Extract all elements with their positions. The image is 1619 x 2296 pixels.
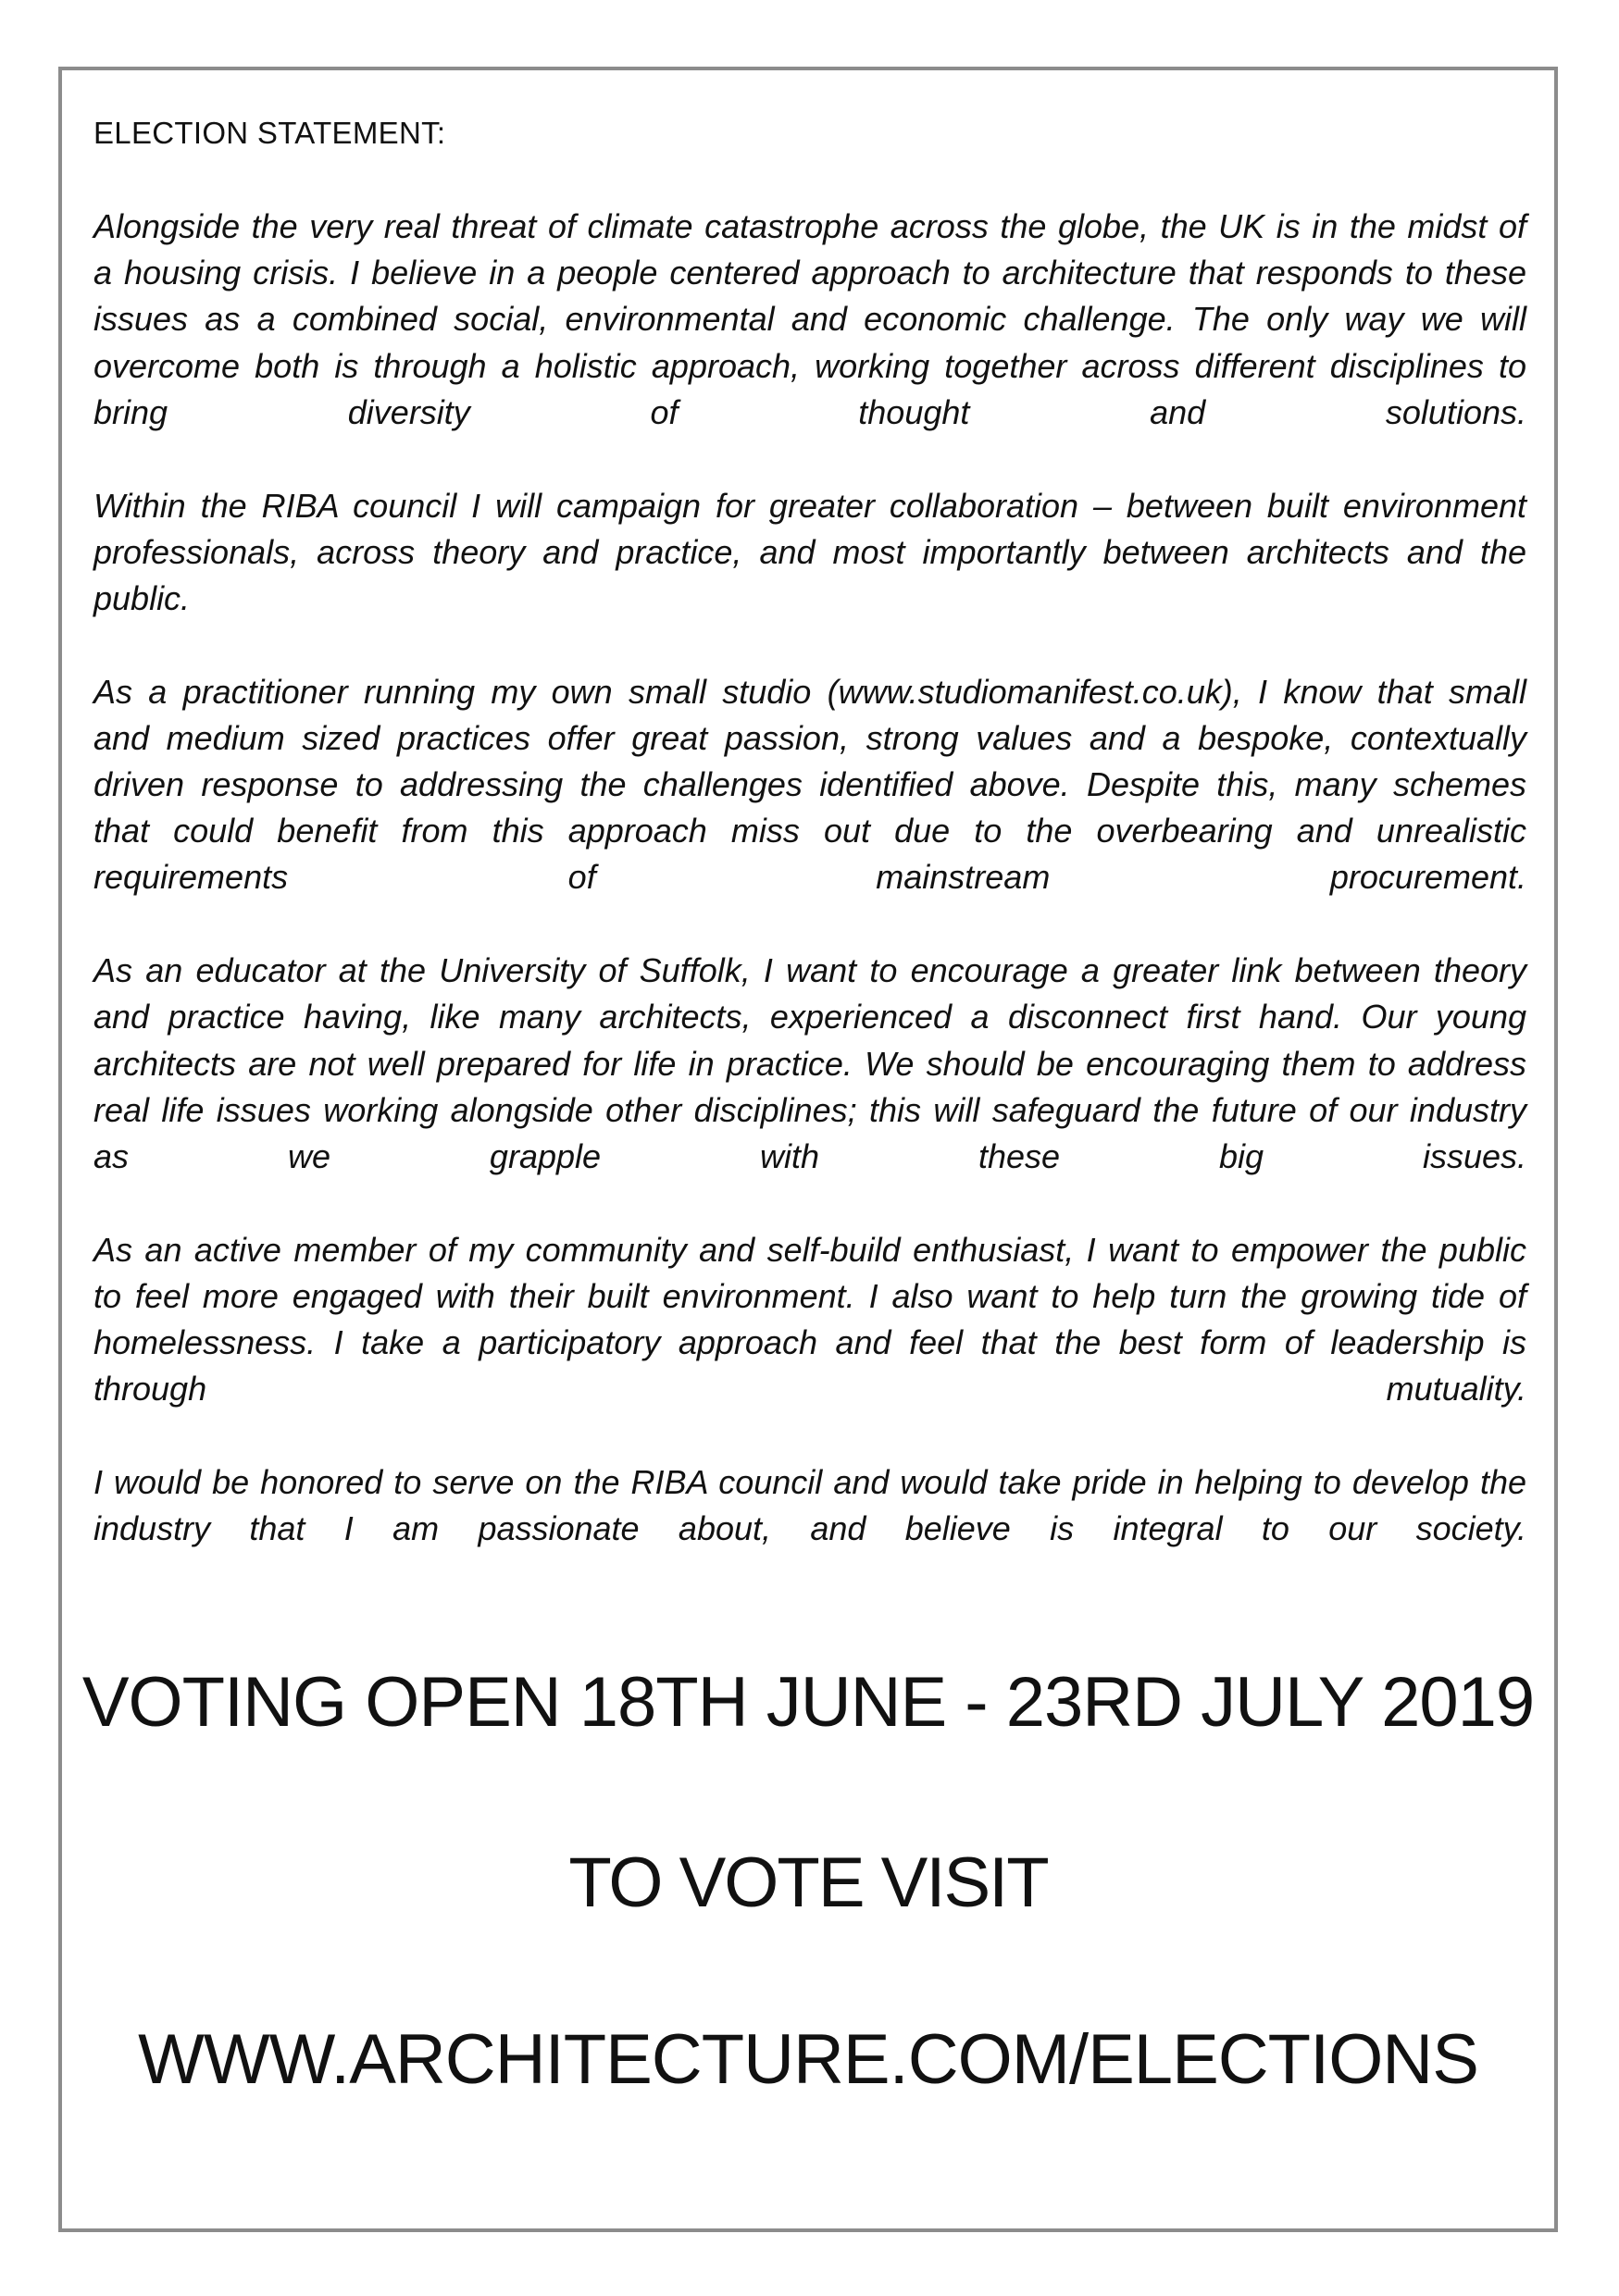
to-vote-heading: TO VOTE VISIT bbox=[568, 1843, 1048, 1922]
statement-body bbox=[93, 204, 1526, 1599]
statement-heading: ELECTION STATEMENT: bbox=[93, 116, 446, 150]
voting-dates: VOTING OPEN 18TH JUNE - 23RD JULY 2019 bbox=[81, 1663, 1535, 1742]
paragraph-practitioner: As a practitioner running my own small studio (www.studiomanifest.co.uk), I know that small and medium sized practices offer great passion, strong values and a bespoke, contextually driven response to addressing the challenges identified above. Despite this, many schemes that could benefit from this approach miss out due to the overbearing and unrealistic requirements of mainstream procurement. bbox=[93, 672, 1526, 897]
paragraph-collaboration: Within the RIBA council I will campaign for greater collaboration – between built environment professionals, across theory and practice, and most importantly between architects and the public. bbox=[93, 486, 1526, 617]
election-website: WWW.ARCHITECTURE.COM/ELECTIONS bbox=[138, 2020, 1478, 2099]
paragraph-educator: As an educator at the University of Suffolk, I want to encourage a greater link between theory and practice having, like many architects, experienced a disconnect first hand. Our young architects are not well prepared for life in practice. We should be encouraging them to address real life issues working alongside other disciplines; this will safeguard the future of our industry as we grapple with these big issues. bbox=[93, 951, 1526, 1175]
paragraph-climate-housing: Alongside the very real threat of climate catastrophe across the globe, the UK is in the midst of a housing crisis. I believe in a people centered approach to architecture that responds to these issues as a combined social, environmental and economic challenge. The only way we will overcome both is through a holistic approach, working together across different disciplines to bring diversity of thought and solutions. bbox=[93, 207, 1526, 431]
paragraph-closing: I would be honored to serve on the RIBA council and would take pride in helping to develop the industry that I am passionate about, and believe is integral to our society. bbox=[93, 1462, 1526, 1548]
paragraph-community: As an active member of my community and self-build enthusiast, I want to empower the public to feel more engaged with their built environment. I also want to help turn the growing tide of homelessness. I take a participatory approach and feel that the best form of leadership is through mutuality. bbox=[93, 1230, 1526, 1409]
